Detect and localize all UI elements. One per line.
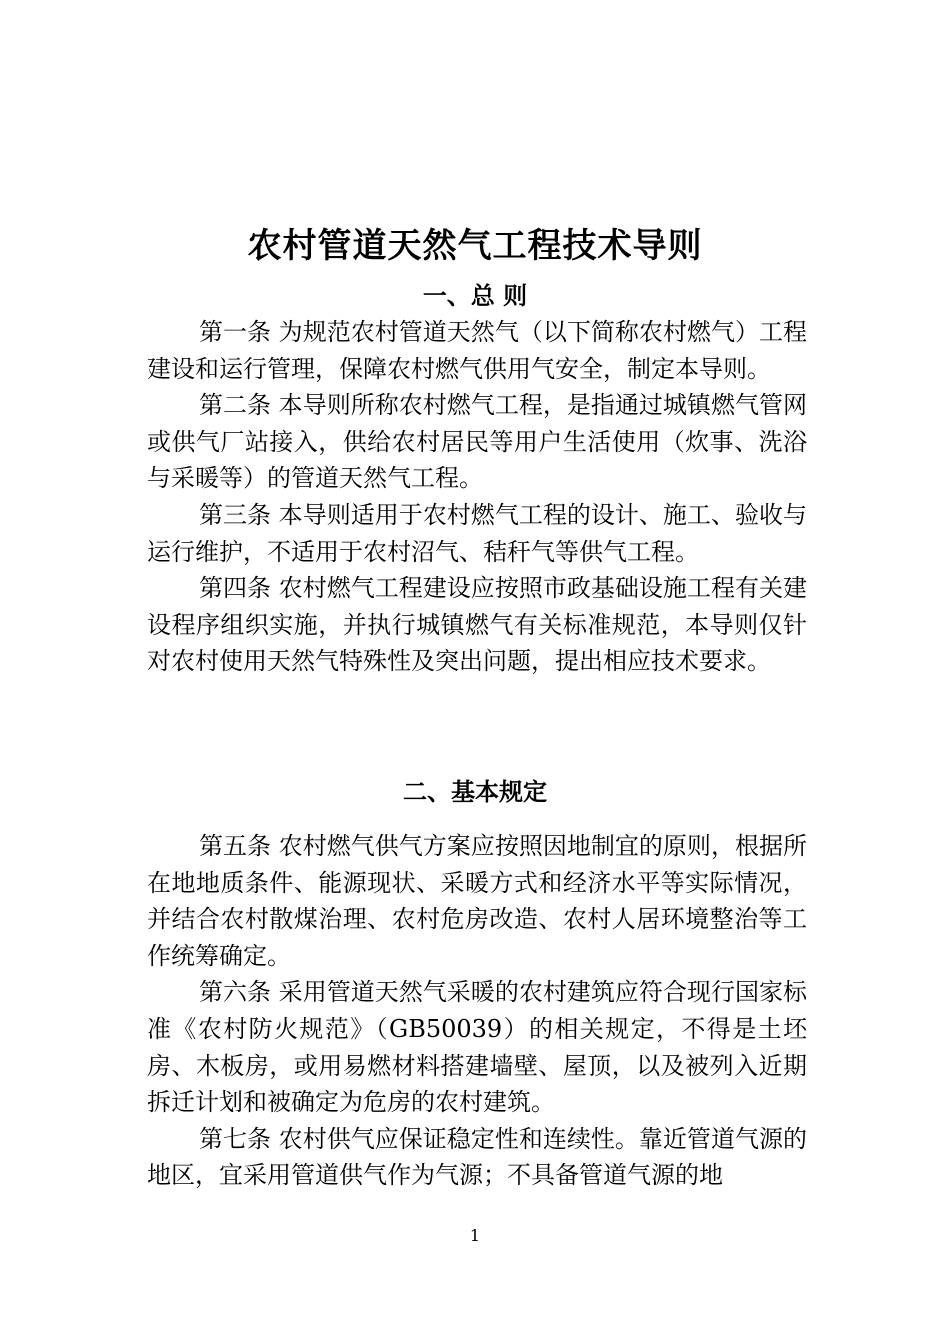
article-5: 第五条 农村燃气供气方案应按照因地制宜的原则，根据所在地地质条件、能源现状、采暖方式和经济水平等实际情况，并结合农村散煤治理、农村危房改造、农村人居环境整治等工作统筹确定。 [147, 832, 807, 970]
document-title: 农村管道天然气工程技术导则 [247, 226, 703, 266]
article-6: 第六条 采用管道天然气采暖的农村建筑应符合现行国家标准《农村防火规范》（GB50039）的相关规定，不得是土坯房、木板房，或用易燃材料搭建墙壁、屋顶，以及被列入近期拆迁计划和被确定为危房的农村建筑。 [147, 978, 807, 1117]
article-1: 第一条 为规范农村管道天然气（以下简称农村燃气）工程建设和运行管理，保障农村燃气供用气安全，制定本导则。 [147, 318, 807, 383]
article-3: 第三条 本导则适用于农村燃气工程的设计、施工、验收与运行维护，不适用于农村沼气、秸秆气等供气工程。 [147, 500, 807, 566]
section-basic-provisions-body [147, 828, 807, 1194]
section-general-body [147, 314, 807, 680]
article-2: 第二条 本导则所称农村燃气工程，是指通过城镇燃气管网或供气厂站接入，供给农村居民等用户生活使用（炊事、洗浴与采暖等）的管道天然气工程。 [147, 391, 807, 493]
section-heading-basic-provisions: 二、基本规定 [403, 778, 547, 806]
article-7: 第七条 农村供气应保证稳定性和连续性。靠近管道气源的地区，宜采用管道供气作为气源；不具备管道气源的地 [147, 1124, 807, 1190]
section-heading-general: 一、总 则 [422, 282, 528, 310]
article-4: 第四条 农村燃气工程建设应按照市政基础设施工程有关建设程序组织实施，并执行城镇燃气有关标准规范，本导则仅针对农村使用天然气特殊性及突出问题，提出相应技术要求。 [147, 574, 807, 676]
page-number: 1 [469, 1226, 481, 1245]
